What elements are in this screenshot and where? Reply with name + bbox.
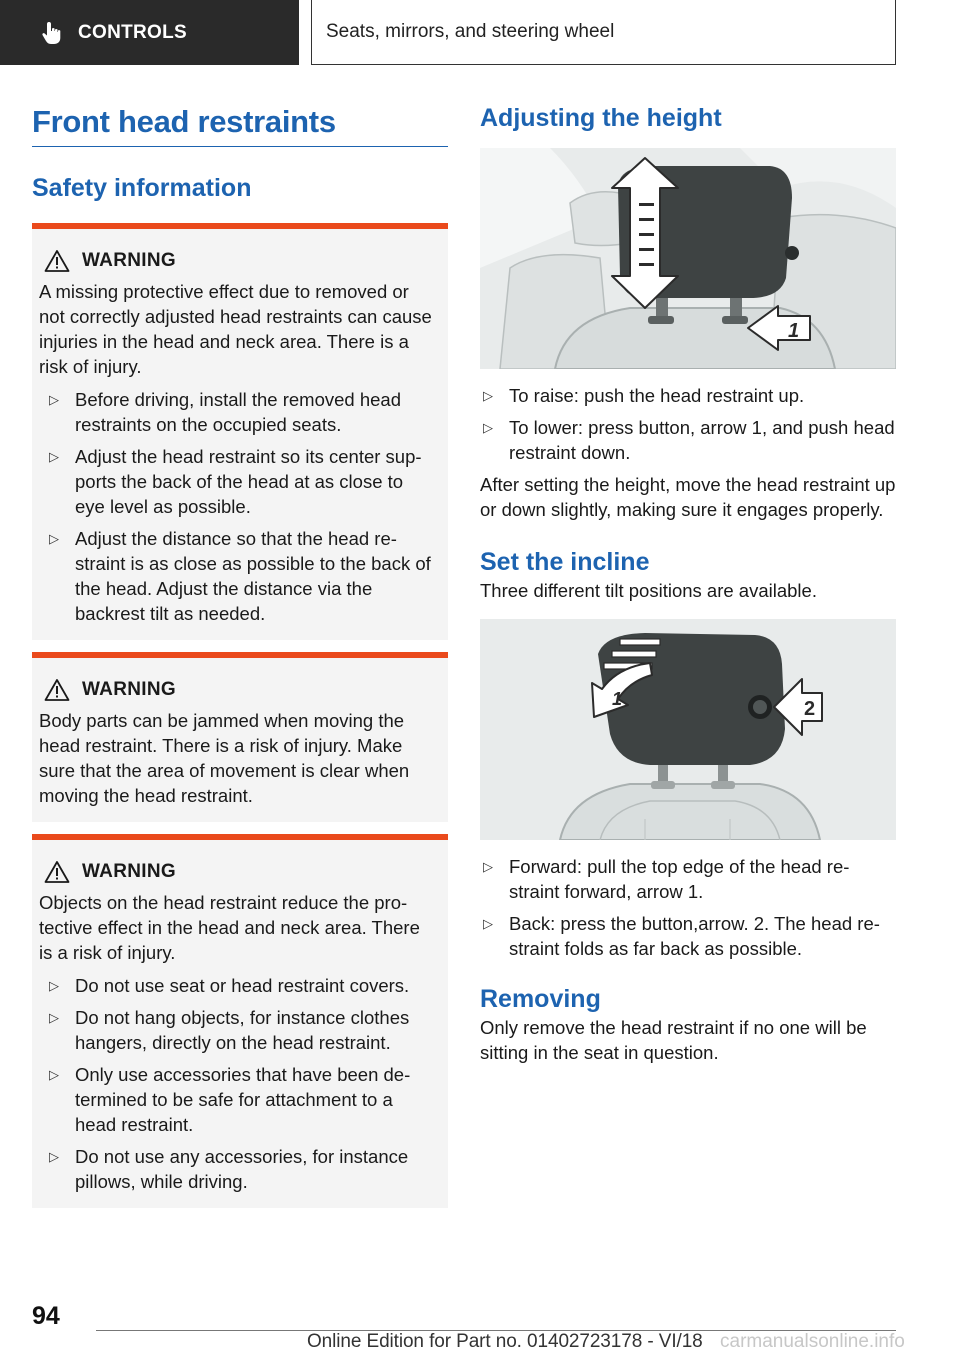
- list-item: ▷ Adjust the distance so that the head re-straint is as close as possible to the back of the head. Adjust the distance via the backrest tilt as needed.: [49, 528, 431, 624]
- list-item: ▷ Back: press the button,arrow. 2. The head re-straint folds as far back as possible.: [483, 913, 880, 959]
- left-column: [32, 100, 448, 1220]
- list-item: ▷ Only use accessories that have been de-termined to be safe for attachment to a head restraint.: [49, 1064, 411, 1135]
- warning-triangle-icon: [44, 249, 70, 273]
- warning-triangle-icon: [44, 860, 70, 884]
- warning-box-1: [32, 223, 448, 640]
- incline-bullet-list: [480, 854, 896, 961]
- height-note: After setting the height, move the head restraint up or down slightly, making sure it engages properly.: [480, 474, 896, 520]
- incline-intro: Three different tilt positions are available.: [480, 580, 817, 601]
- list-item: ▷ Do not hang objects, for instance clothes hangers, directly on the head restraint.: [49, 1007, 410, 1053]
- page-title: Front head restraints: [32, 100, 448, 147]
- page-number: 94: [32, 1302, 60, 1330]
- warning-triangle-icon: [44, 678, 70, 702]
- warning-header: [39, 678, 438, 702]
- footer-edition: Online Edition for Part no. 01402723178 - VI/18: [307, 1331, 703, 1352]
- list-item: ▷ Do not use any accessories, for instance pillows, while driving.: [49, 1146, 409, 1192]
- warning-title: WARNING: [82, 250, 176, 271]
- triangle-bullet-icon: ▷: [49, 392, 59, 407]
- warning-title: WARNING: [82, 679, 176, 700]
- triangle-bullet-icon: ▷: [49, 449, 59, 464]
- warning-text: Objects on the head restraint reduce the pro-tective effect in the head and neck area. There is a risk of injury.: [39, 892, 420, 963]
- figure-callout-2: 2: [804, 698, 816, 720]
- warning-text: A missing protective effect due to removed or not correctly adjusted head restraints can cause injuries in the head and neck area. There is a risk of injury.: [39, 281, 432, 377]
- height-bullet-list: [480, 383, 896, 465]
- list-item: ▷ Forward: pull the top edge of the head re-straint forward, arrow 1.: [483, 856, 850, 902]
- head-restraint-height-illustration: [480, 148, 896, 369]
- warning-title: WARNING: [82, 861, 176, 882]
- section-title-incline: Set the incline: [480, 548, 650, 576]
- section-title-height: Adjusting the height: [480, 104, 722, 132]
- triangle-bullet-icon: ▷: [49, 1149, 59, 1164]
- list-item: ▷ Adjust the head restraint so its center sup-ports the back of the head at as close to eye level as possible.: [49, 446, 422, 517]
- watermark: carmanualsonline.info: [720, 1331, 905, 1352]
- triangle-bullet-icon: ▷: [483, 859, 493, 874]
- figure-callout-1: 1: [612, 689, 623, 709]
- triangle-bullet-icon: ▷: [483, 388, 493, 403]
- header-section-tab: [0, 0, 299, 65]
- warning-bullet-list: [39, 387, 438, 626]
- warning-header: [39, 860, 438, 884]
- figure-set-incline: [480, 619, 896, 840]
- warning-text: Body parts can be jammed when moving the head restraint. There is a risk of injury. Make sure that the area of movement is clear when moving the head restraint.: [39, 710, 410, 806]
- list-item: ▷ Before driving, install the removed head restraints on the occupied seats.: [49, 389, 401, 435]
- warning-box-2: [32, 652, 448, 822]
- warning-bullet-list: [39, 973, 438, 1194]
- triangle-bullet-icon: ▷: [49, 1010, 59, 1025]
- head-restraint-incline-illustration: [480, 619, 896, 840]
- header-section-label: CONTROLS: [78, 21, 188, 43]
- triangle-bullet-icon: ▷: [49, 978, 59, 993]
- header-chapter-title: Seats, mirrors, and steering wheel: [311, 0, 896, 65]
- warning-header: [39, 249, 438, 273]
- warning-box-3: [32, 834, 448, 1208]
- figure-adjust-height: [480, 148, 896, 369]
- right-column: [480, 100, 896, 1065]
- hand-pointer-icon: [38, 19, 66, 47]
- list-item: ▷ To raise: push the head restraint up.: [483, 385, 805, 406]
- triangle-bullet-icon: ▷: [483, 420, 493, 435]
- section-title-safety: Safety information: [32, 174, 252, 202]
- triangle-bullet-icon: ▷: [483, 916, 493, 931]
- triangle-bullet-icon: ▷: [49, 1067, 59, 1082]
- triangle-bullet-icon: ▷: [49, 531, 59, 546]
- figure-callout-1: 1: [788, 320, 800, 342]
- list-item: ▷ Do not use seat or head restraint covers.: [49, 975, 410, 996]
- list-item: ▷ To lower: press button, arrow 1, and push head restraint down.: [483, 417, 895, 463]
- removing-text: Only remove the head restraint if no one will be sitting in the seat in question.: [480, 1017, 867, 1063]
- section-title-removing: Removing: [480, 985, 601, 1013]
